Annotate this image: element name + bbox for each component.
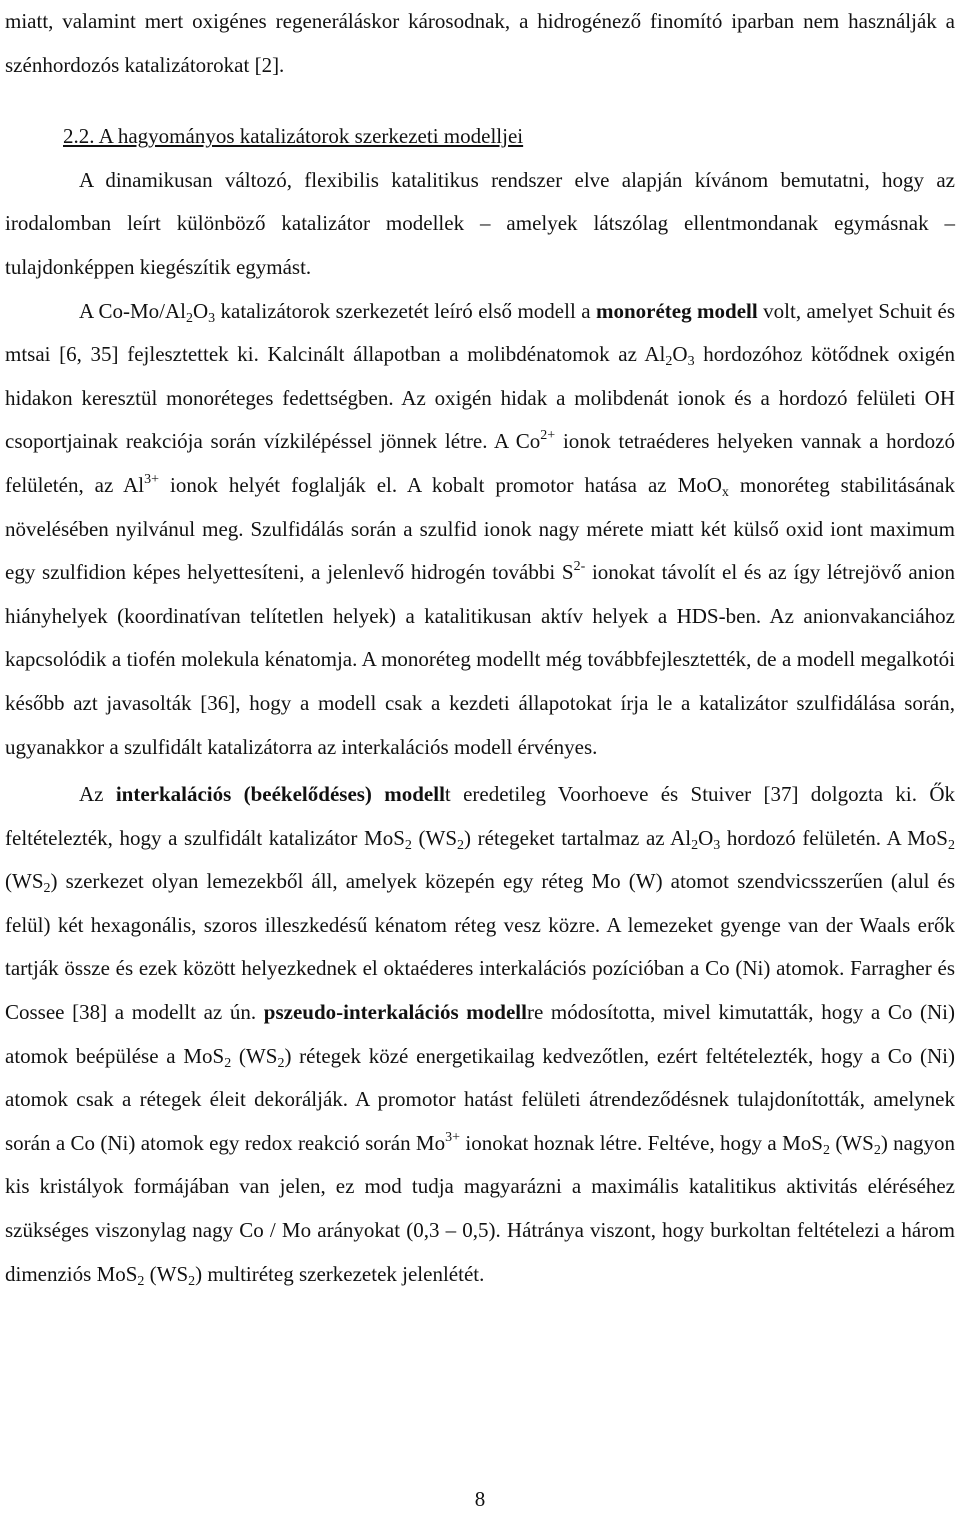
text-run: ) rétegek közé energetikailag kedvezőtlen, ezért feltételezték, hogy a Co (Ni) atomok csak a rétegek éleit dekorálják. A promotor hatást felületi átrendeződésnek tulajdonították, amelynek során a Co (Ni) atomok egy redox reakció során Mo xyxy=(5,1043,955,1155)
text-run: ionokat hoznak létre. Feltéve, hogy a MoS xyxy=(460,1130,823,1155)
subscript: 3 xyxy=(713,837,721,853)
superscript: 2- xyxy=(573,559,586,575)
text-run: O xyxy=(192,298,209,323)
subscript: 2 xyxy=(691,837,699,853)
text-run: ) szerkezet olyan lemezekből áll, amelyek közepén egy réteg Mo (W) atomot szendvicsszerűen (alul és felül) két hexagonális, szoros illeszkedésű kénatom réteg vesz közre. A lemezeket gyenge van der Waals erők tartják össze és ezek között helyezkednek el oktaéderes interkalációs pozícióban a Co (Ni) atomok. Farragher és Cossee [38] a modellt az ún. xyxy=(5,869,955,1025)
subscript: 2 xyxy=(404,837,412,853)
subscript: 2 xyxy=(457,837,465,853)
subscript: 2 xyxy=(43,881,51,897)
subscript: 2 xyxy=(188,1273,196,1289)
text-run: hordozóhoz kötődnek oxigén hidakon keresztül monoréteges fedettségben. Az oxigén hidak a molibdenát ionok és a hordozó felületi OH csoportjainak reakciója során vízkilépéssel jönnek létre. A Co xyxy=(5,342,955,454)
paragraph-monolayer-model xyxy=(5,290,955,770)
subscript: 2 xyxy=(947,837,955,853)
text-run: ) rétegeket tartalmaz az Al xyxy=(464,825,692,850)
document-page xyxy=(5,0,955,1296)
text-run: A Co-Mo/Al xyxy=(79,298,186,323)
subscript: 3 xyxy=(208,310,216,326)
text-run: hordozó felületén. A MoS xyxy=(720,825,948,850)
text-run: ) multiréteg szerkezetek jelenlétét. xyxy=(195,1261,485,1286)
text-run: ionok helyét foglalják el. A kobalt promotor hatása az MoO xyxy=(159,472,722,497)
bold-term-monolayer-model: monoréteg modell xyxy=(595,298,758,323)
superscript: 2+ xyxy=(540,428,556,444)
text-run: (WS xyxy=(5,869,44,894)
subscript: 2 xyxy=(277,1055,285,1071)
text-run: volt, amelyet Schuit és mtsai [6, 35] fejlesztettek ki. Kalcinált állapotban a molibdénatomok az Al xyxy=(5,298,955,367)
intro-paragraph: miatt, valamint mert oxigénes regeneráláskor károsodnak, a hidrogénező finomító iparban nem használják a szénhordozós katalizátorokat [2]. xyxy=(5,9,955,77)
superscript: 3+ xyxy=(445,1129,461,1145)
text-run: (WS xyxy=(231,1043,278,1068)
text-run: (WS xyxy=(144,1261,189,1286)
subscript: x xyxy=(721,484,729,500)
text-run: (WS xyxy=(411,825,458,850)
text-run: O xyxy=(698,825,714,850)
text-run: re módosította, mivel kimutatták, hogy a Co (Ni) atomok beépülése a MoS xyxy=(5,1000,955,1068)
text-run: O xyxy=(672,342,688,367)
subscript: 2 xyxy=(185,310,193,326)
text-run: ionok tetraéderes helyeken vannak a hordozó felületén, az Al xyxy=(5,429,955,497)
text-run: Az xyxy=(79,782,116,807)
text-run: t eredetileg Voorhoeve és Stuiver [37] dolgozta ki. Ők feltételezték, hogy a szulfidált katalizátor MoS xyxy=(5,782,955,850)
superscript: 3+ xyxy=(144,471,160,487)
subscript: 2 xyxy=(665,354,673,370)
subscript: 2 xyxy=(137,1273,145,1289)
section-heading: 2.2. A hagyományos katalizátorok szerkezeti modelljei xyxy=(63,124,524,149)
paragraph-intercalation-model xyxy=(5,773,955,1296)
text-run: katalizátorok szerkezetét leíró első modell a xyxy=(215,298,596,323)
text-run: ) nagyon kis kristályok formájában van jelen, ez mod tudja magyarázni a maximális katalitikus aktivitás eléréséhez szükséges viszonylag nagy Co / Mo arányokat (0,3 – 0,5). Hátránya viszont, hogy burkoltan feltételezi a három dimenziós MoS xyxy=(5,1130,955,1286)
subscript: 2 xyxy=(822,1142,830,1158)
text-run: (WS xyxy=(829,1130,874,1155)
page-number: 8 xyxy=(474,1487,486,1511)
bold-term-intercalation-model: interkalációs (beékelődéses) modell xyxy=(115,782,445,807)
subscript: 2 xyxy=(873,1142,881,1158)
text-run: monoréteg stabilitásának növelésében nyilvánul meg. Szulfidálás során a szulfid ionok nagy mérete miatt két külső oxid iont maximum egy szulfidion képes helyettesíteni, a jelenlevő hidrogén további S xyxy=(5,472,955,585)
text-run: ionokat távolít el és az így létrejövő anion hiányhelyek (koordinatívan telítetlen helyek) a katalitikusan aktív helyek a HDS-ben. Az anionvakanciához kapcsolódik a tiofén molekula kénatomja. A monoréteg modellt még továbbfejlesztették, de a modell megalkotói később azt javasolták [36], hogy a modell csak a kezdeti állapotokat írja le a katalizátor szulfidálása során, ugyanakkor a szulfidált katalizátorra az interkalációs modell érvényes. xyxy=(5,560,955,759)
subscript: 2 xyxy=(224,1055,232,1071)
subscript: 3 xyxy=(687,354,695,370)
bold-term-pseudo-intercalation-model: pszeudo-interkalációs modell xyxy=(263,1000,527,1025)
paragraph-models-intro: A dinamikusan változó, flexibilis katalitikus rendszer elve alapján kívánom bemutatni, hogy az irodalomban leírt különböző katalizátor modellek – amelyek látszólag ellentmondanak egymásnak – tulajdonképpen kiegészítik egymást. xyxy=(5,167,955,279)
